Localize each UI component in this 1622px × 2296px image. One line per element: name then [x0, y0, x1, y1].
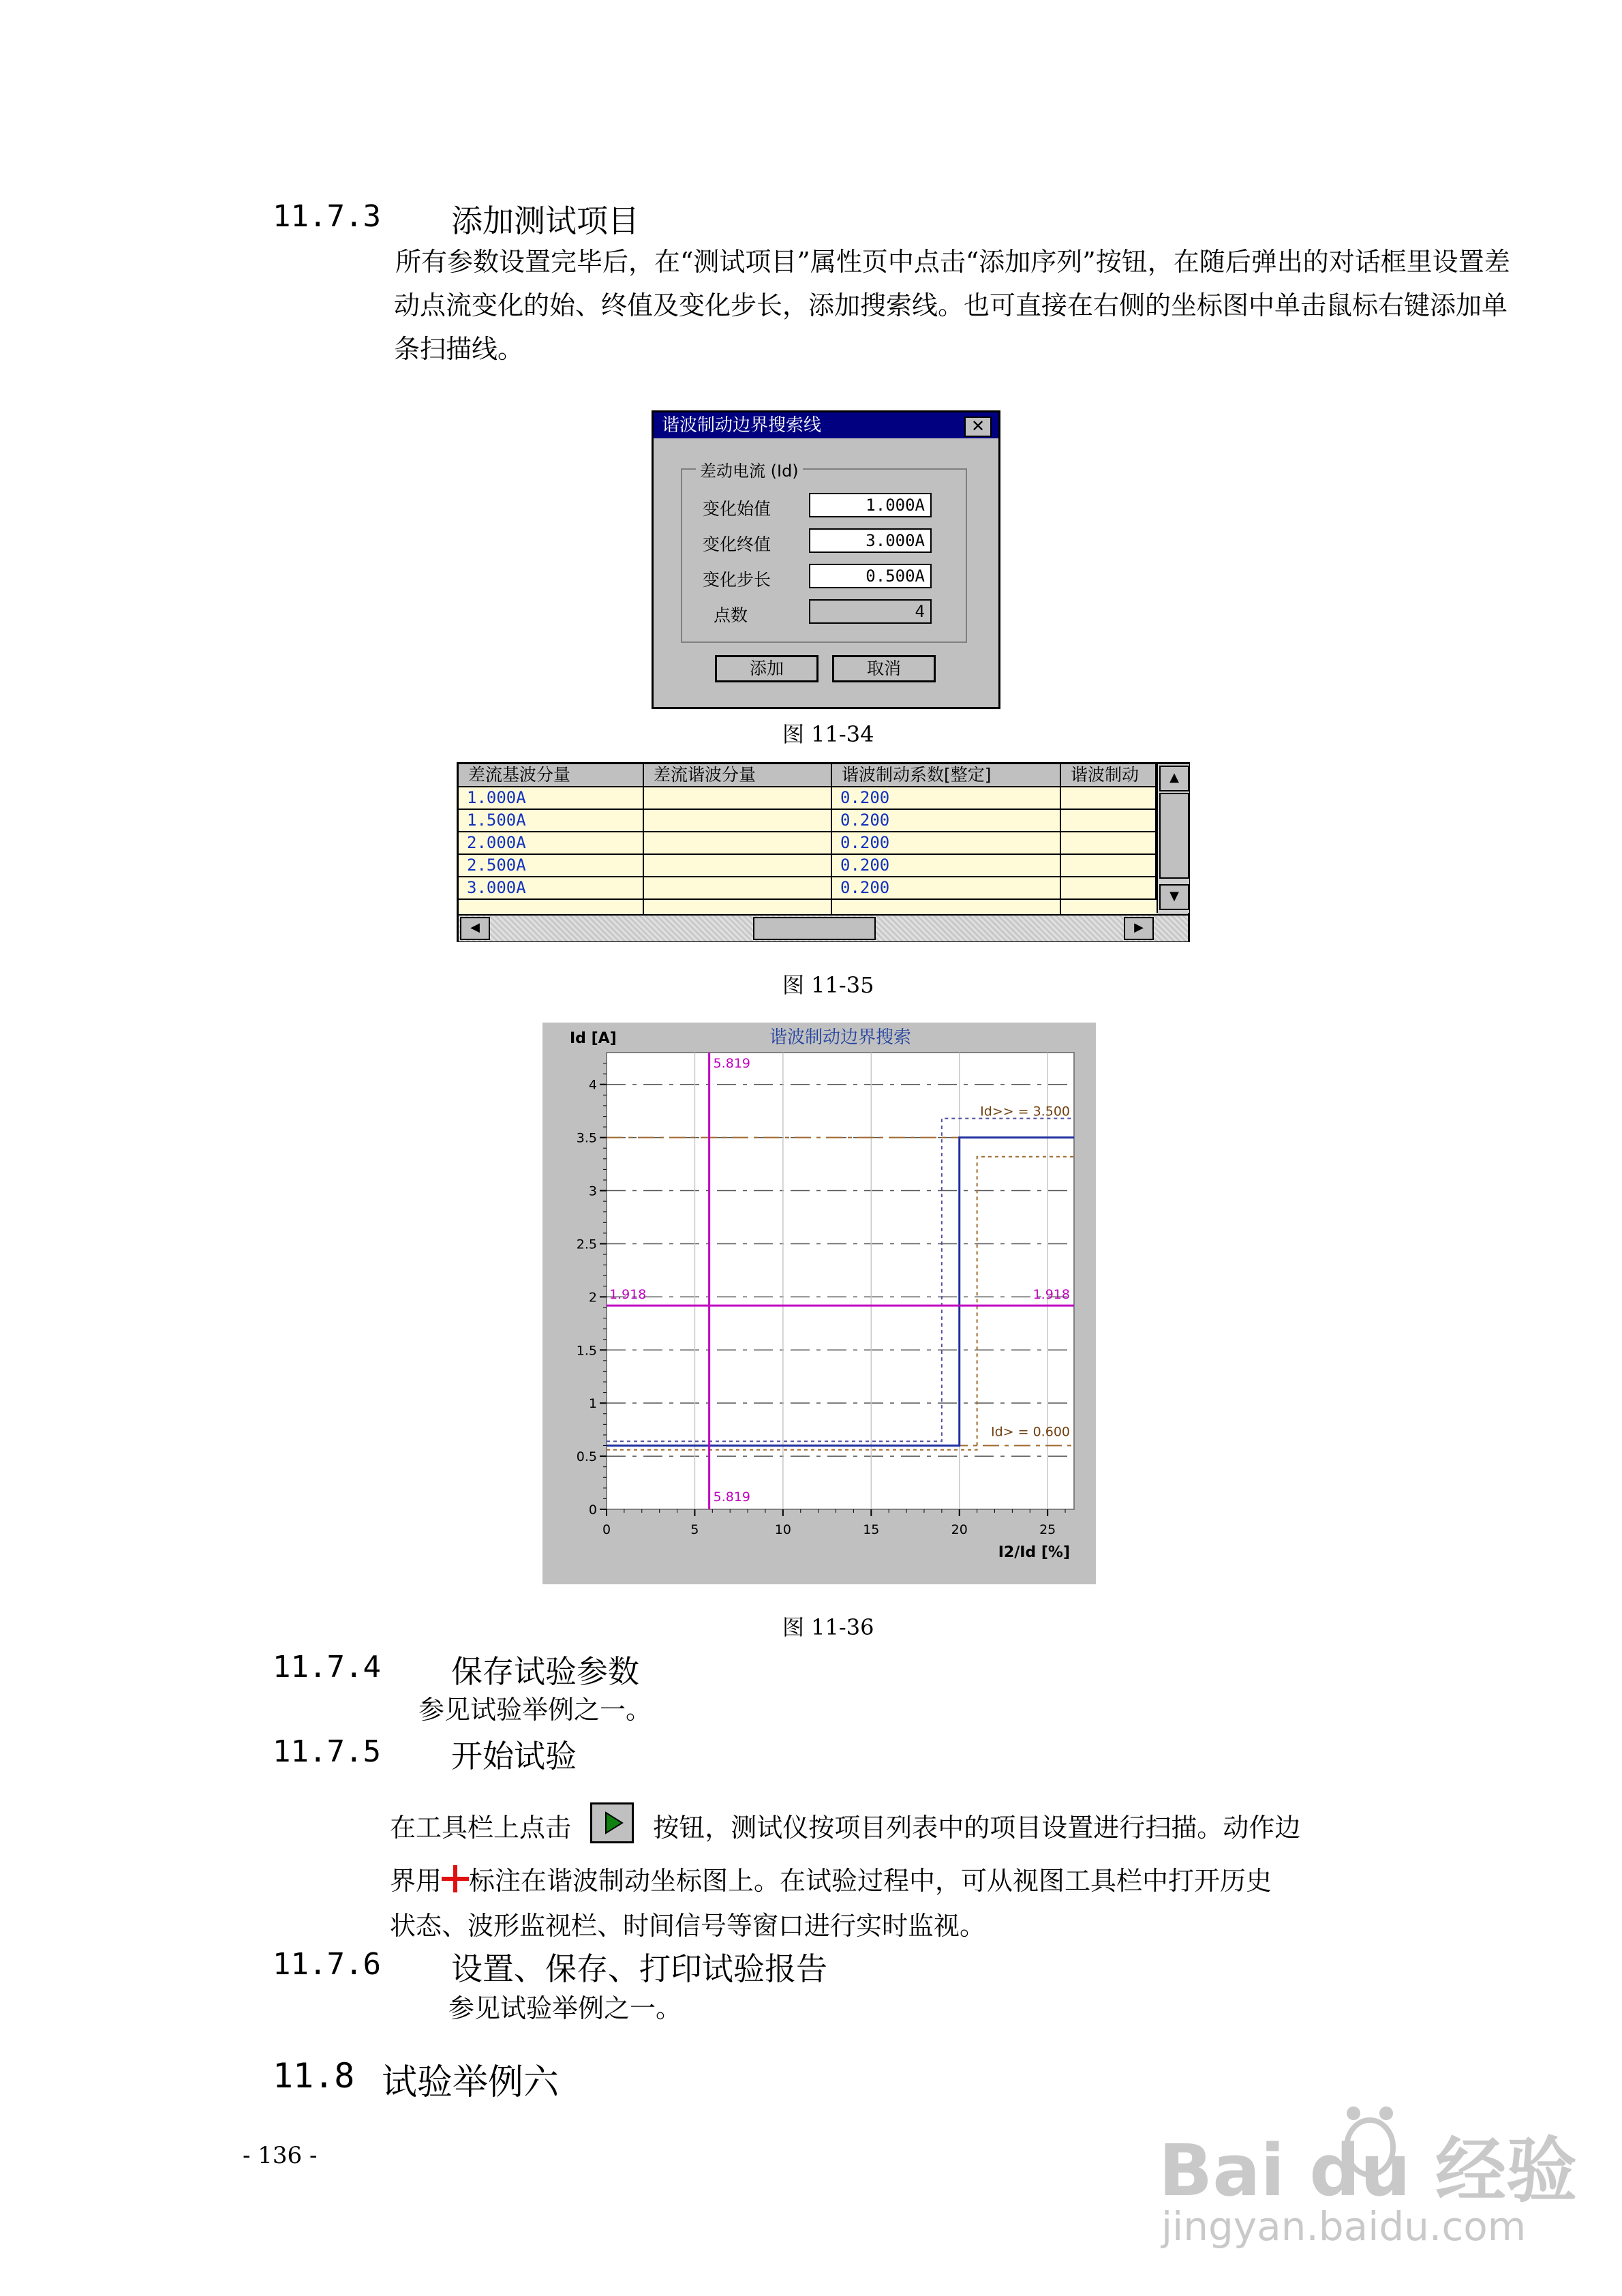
y-tick-label: 1	[588, 1396, 597, 1412]
table-cell: 2.000A	[459, 832, 644, 854]
baidu-watermark	[1152, 2093, 1577, 2250]
table-row[interactable]	[459, 832, 1157, 855]
cursor-x-label-bottom: 5.819	[713, 1490, 751, 1505]
cursor-x-label-top: 5.819	[713, 1056, 751, 1071]
para-text: 界用	[390, 1866, 442, 1896]
y-tick-label: 0.5	[576, 1449, 597, 1465]
section-paragraph	[390, 1802, 1300, 1844]
watermark-text: Bai du 经验	[1159, 2129, 1577, 2212]
scroll-left-icon[interactable]: ◀	[460, 917, 490, 940]
scroll-right-icon[interactable]: ▶	[1124, 917, 1154, 940]
table-cell	[644, 787, 832, 809]
x-tick-label: 25	[1039, 1522, 1056, 1537]
section-paragraph-line: 状态、波形监视栏、时间信号等窗口进行实时监视。	[390, 1911, 986, 1941]
y-tick-label: 2	[588, 1290, 597, 1305]
cancel-button[interactable]: 取消	[832, 655, 936, 682]
figure-caption: 图 11-35	[782, 972, 874, 998]
page-number: - 136 -	[243, 2142, 318, 2169]
x-tick-label: 5	[690, 1522, 699, 1537]
harmonic-restraint-chart	[542, 1023, 1096, 1584]
section-number: 11.8	[273, 2056, 355, 2096]
x-tick-label: 15	[863, 1522, 880, 1537]
search-line-dialog	[652, 410, 1000, 709]
figure-caption: 图 11-34	[782, 721, 874, 747]
close-icon[interactable]: ✕	[964, 417, 992, 437]
para-text: 按钮，测试仪按项目列表中的项目设置进行扫描。动作边	[653, 1813, 1301, 1843]
scroll-down-icon[interactable]: ▼	[1159, 884, 1189, 910]
end-value-input[interactable]: 3.000A	[809, 528, 932, 553]
y-tick-label: 4	[588, 1077, 597, 1093]
watermark-url: jingyan.baidu.com	[1161, 2203, 1527, 2250]
section-title: 保存试验参数	[451, 1653, 639, 1690]
section-number: 11.7.3	[273, 199, 381, 234]
section-title: 试验举例六	[382, 2062, 560, 2103]
table-cell: 2.500A	[459, 855, 644, 876]
table-cell	[1061, 877, 1157, 898]
cursor-y-label-right: 1.918	[1032, 1287, 1070, 1303]
table-row[interactable]	[459, 877, 1157, 900]
point-count-label: 点数	[714, 605, 748, 625]
scroll-thumb[interactable]	[753, 917, 876, 940]
x-tick-label: 0	[602, 1522, 611, 1537]
section-title: 开始试验	[451, 1738, 577, 1774]
end-value-label: 变化终值	[703, 534, 771, 554]
chart-svg	[542, 1023, 1096, 1584]
y-tick-label: 0	[588, 1502, 597, 1517]
table-row[interactable]	[459, 855, 1157, 877]
table-cell	[644, 855, 832, 876]
table-row[interactable]	[459, 787, 1157, 810]
table-cell: 1.500A	[459, 810, 644, 831]
diff-current-group	[681, 462, 967, 643]
x-axis-label: I2/Id [%]	[998, 1544, 1070, 1561]
step-value-label: 变化步长	[703, 570, 771, 590]
section-paragraph: 参见试验举例之一。	[418, 1695, 652, 1725]
step-value-input[interactable]: 0.500A	[809, 564, 932, 588]
play-icon[interactable]	[590, 1802, 634, 1843]
para-text: 在工具栏上点击	[390, 1813, 572, 1843]
table-cell: 0.200	[832, 810, 1061, 831]
table-row[interactable]	[459, 810, 1157, 832]
section-title: 添加测试项目	[451, 202, 639, 239]
id-low-label: Id> = 0.600	[991, 1424, 1070, 1440]
group-label: 差动电流 (Id)	[696, 457, 803, 481]
table-cell: 0.200	[832, 832, 1061, 854]
y-tick-label: 1.5	[576, 1343, 597, 1359]
table-cell	[1061, 810, 1157, 831]
column-header[interactable]: 差流谐波分量	[644, 764, 832, 787]
scroll-up-icon[interactable]: ▲	[1159, 766, 1189, 791]
table-cell	[1061, 832, 1157, 854]
table-cell	[1061, 855, 1157, 876]
x-tick-label: 20	[951, 1522, 968, 1537]
horizontal-scrollbar[interactable]	[459, 914, 1188, 941]
chart-title: 谐波制动边界搜索	[769, 1027, 912, 1048]
dialog-title: 谐波制动边界搜索线	[654, 412, 998, 438]
section-number: 11.7.6	[273, 1947, 381, 1982]
vertical-scrollbar[interactable]	[1157, 764, 1189, 913]
section-paragraph: 所有参数设置完毕后，在“测试项目”属性页中点击“添加序列”按钮，在随后弹出的对话框里设置差动点流变化的始、终值及变化步长，添加搜索线。也可直接在右侧的坐标图中单击鼠标右键添加单条扫描线。	[394, 247, 1510, 364]
column-header[interactable]: 谐波制动	[1061, 764, 1157, 787]
point-count-field: 4	[809, 599, 932, 624]
table-cell: 1.000A	[459, 787, 644, 809]
section-paragraph-line	[390, 1860, 1272, 1897]
table-cell	[644, 877, 832, 898]
section-paragraph: 参见试验举例之一。	[448, 1993, 682, 2023]
table-cell	[644, 810, 832, 831]
table-cell	[1061, 787, 1157, 809]
section-title: 设置、保存、打印试验报告	[451, 1950, 827, 1987]
figure-caption: 图 11-36	[782, 1614, 874, 1640]
scroll-thumb[interactable]	[1159, 793, 1189, 879]
column-header[interactable]: 差流基波分量	[459, 764, 644, 787]
section-number: 11.7.5	[273, 1734, 381, 1769]
section-number: 11.7.4	[273, 1650, 381, 1685]
id-high-label: Id>> = 3.500	[980, 1104, 1070, 1119]
cursor-y-label-left: 1.918	[609, 1287, 647, 1303]
red-cross-icon	[442, 1865, 469, 1892]
y-axis-label: Id [A]	[570, 1030, 617, 1047]
y-tick-label: 3	[588, 1183, 597, 1199]
column-header[interactable]: 谐波制动系数[整定]	[832, 764, 1061, 787]
test-items-table	[457, 762, 1190, 942]
table-cell: 0.200	[832, 787, 1061, 809]
table-cell: 3.000A	[459, 877, 644, 898]
start-value-input[interactable]: 1.000A	[809, 493, 932, 517]
x-tick-label: 10	[774, 1522, 791, 1537]
table-row-empty	[459, 900, 1157, 915]
table-cell	[644, 832, 832, 854]
add-button[interactable]: 添加	[715, 655, 818, 682]
para-text: 标注在谐波制动坐标图上。在试验过程中，可从视图工具栏中打开历史	[469, 1866, 1272, 1896]
y-tick-label: 3.5	[576, 1130, 597, 1146]
table-cell: 0.200	[832, 855, 1061, 876]
table-cell: 0.200	[832, 877, 1061, 898]
y-tick-label: 2.5	[576, 1237, 597, 1252]
start-value-label: 变化始值	[703, 499, 771, 519]
